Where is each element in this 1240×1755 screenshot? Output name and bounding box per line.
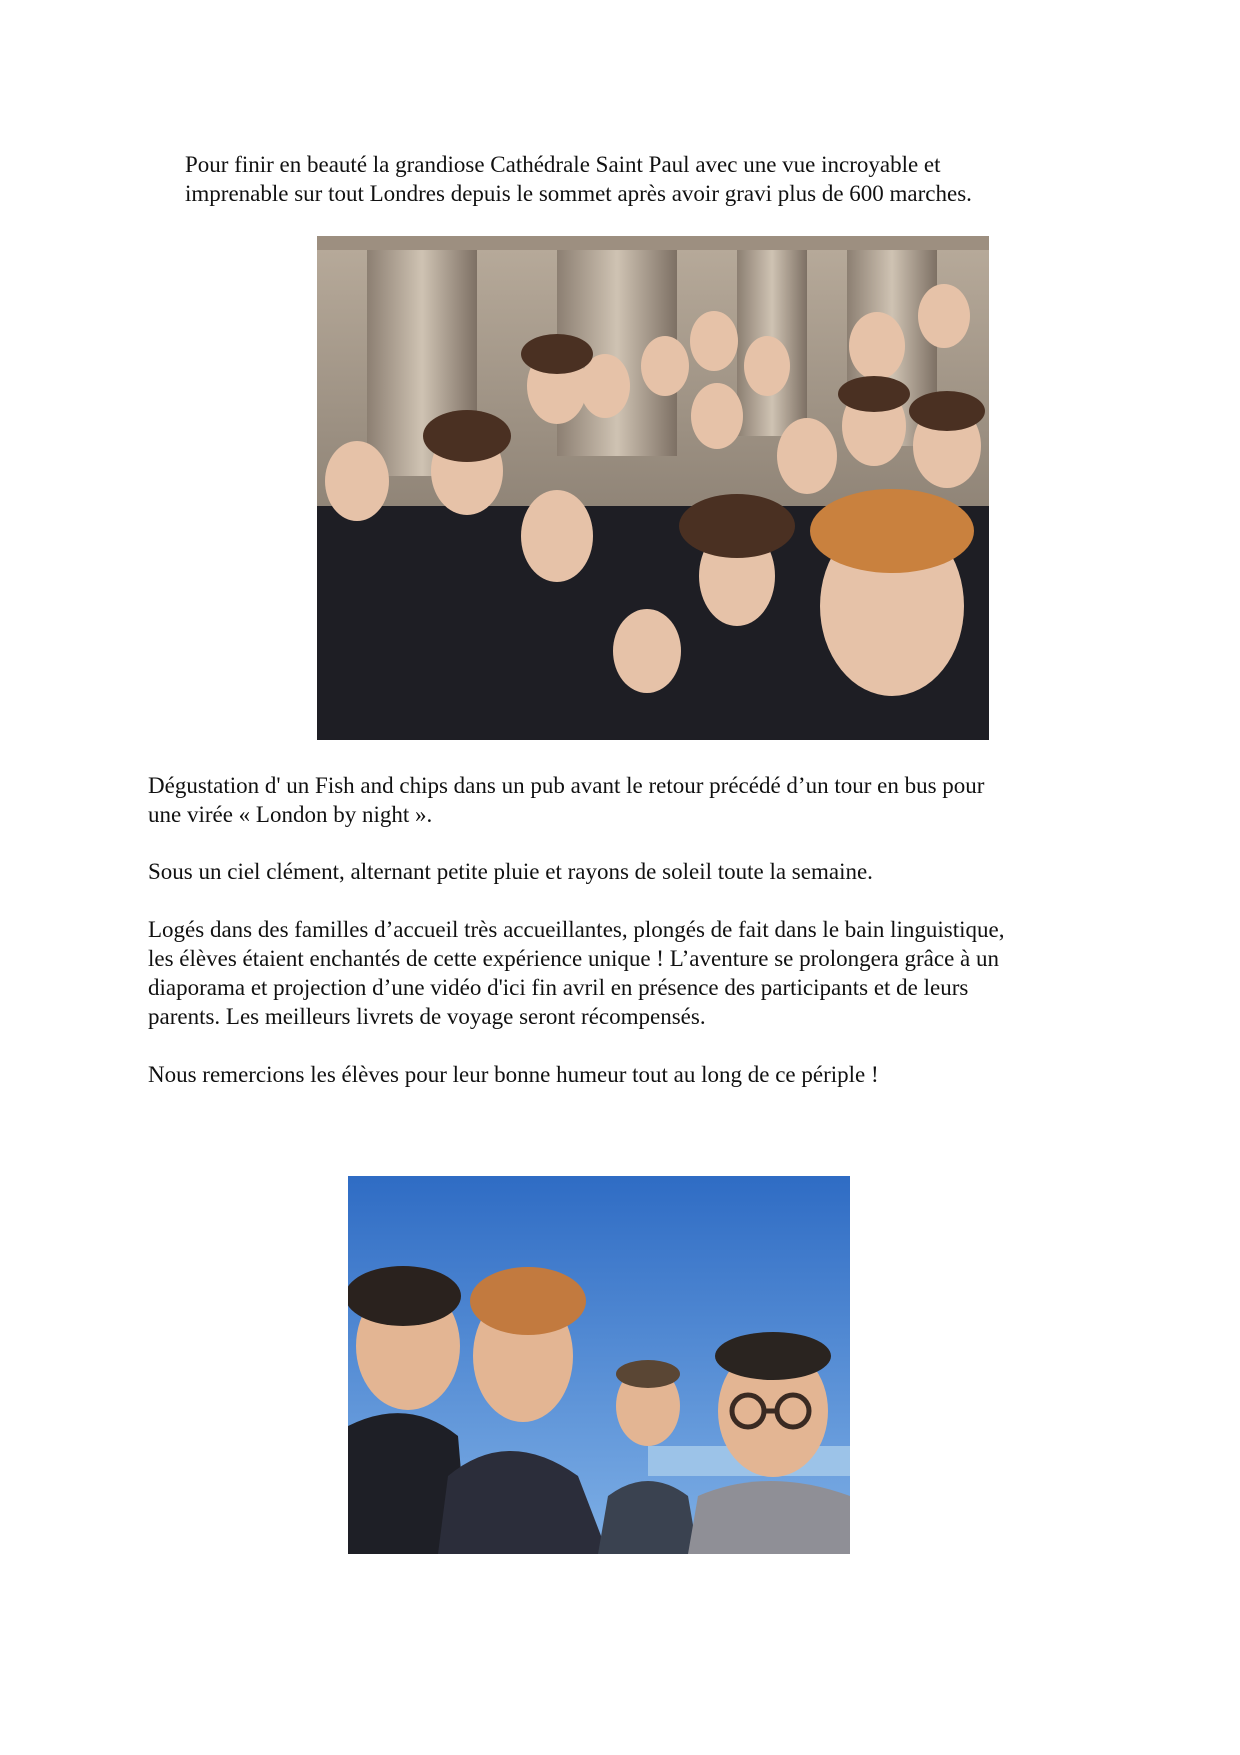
paragraph-host-families: Logés dans des familles d’accueil très accueillantes, plongés de fait dans le bain linguistique, les élèves étaient enchantés de cette expérience unique ! L’aventure se prolongera grâce à un diaporama et projection d’une vidéo d'ici fin avril en présence des participants et de leurs parents. Les meilleurs livrets de voyage seront récompensés. bbox=[148, 917, 1005, 1029]
paragraph-intro: Pour finir en beauté la grandiose Cathédrale Saint Paul avec une vue incroyable et imprenable sur tout Londres depuis le sommet après avoir gravi plus de 600 marches. bbox=[185, 152, 972, 206]
paragraph-fish-and-chips: Dégustation d' un Fish and chips dans un pub avant le retour précédé d’un tour en bus pour une virée « London by night ». bbox=[148, 773, 985, 827]
photo-teachers-selfie bbox=[348, 1176, 850, 1554]
photo-group-selfie-cathedral bbox=[317, 236, 989, 740]
paragraph-weather: Sous un ciel clément, alternant petite pluie et rayons de soleil toute la semaine. bbox=[148, 859, 873, 884]
paragraph-thanks: Nous remercions les élèves pour leur bonne humeur tout au long de ce périple ! bbox=[148, 1062, 879, 1087]
